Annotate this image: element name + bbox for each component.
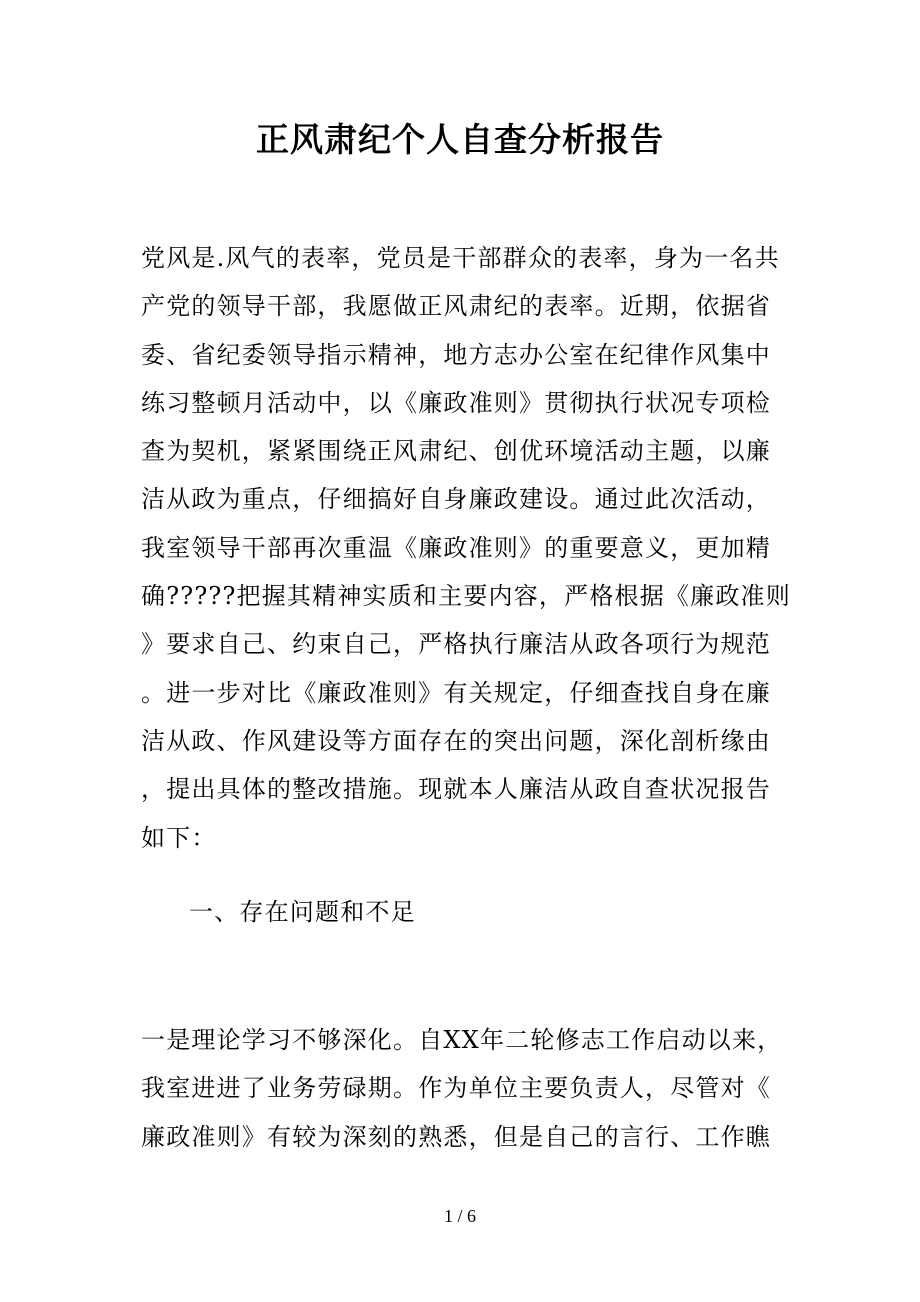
- paragraph-line: 。进一步对比《廉政准则》有关规定，仔细查找自身在廉: [141, 678, 771, 707]
- paragraph-line: 确?????把握其精神实质和主要内容，严格根据《廉政准则: [141, 582, 791, 611]
- paragraph-line: 廉政准则》有较为深刻的熟悉，但是自己的言行、工作瞧: [141, 1122, 771, 1151]
- paragraph-line: 洁从政、作风建设等方面存在的突出问题，深化剖析缘由: [141, 726, 771, 755]
- paragraph-line: 查为契机，紧紧围绕正风肃纪、创优环境活动主题，以廉: [141, 437, 771, 466]
- section-heading: 一、存在问题和不足: [189, 898, 416, 926]
- page-number: 1 / 6: [443, 1206, 476, 1226]
- paragraph-line: 我室进进了业务劳碌期。作为单位主要负责人，尽管对《: [141, 1074, 771, 1103]
- document-title: 正风肃纪个人自查分析报告: [256, 120, 664, 159]
- paragraph-line: 》要求自己、约束自己，严格执行廉洁从政各项行为规范: [141, 630, 771, 659]
- paragraph-line: 如下：: [141, 823, 217, 852]
- paragraph-line: ，提出具体的整改措施。现就本人廉洁从政自查状况报告: [141, 775, 771, 804]
- paragraph-line: 产党的领导干部，我愿做正风肃纪的表率。近期，依据省: [141, 292, 771, 321]
- paragraph-line: 练习整顿月活动中，以《廉政准则》贯彻执行状况专项检: [141, 388, 771, 417]
- paragraph-line: 我室领导干部再次重温《廉政准则》的重要意义，更加精: [141, 533, 771, 562]
- paragraph-line: 党风是.风气的表率，党员是干部群众的表率，身为一名共: [141, 244, 780, 272]
- paragraph-line: 一是理论学习不够深化。自XX年二轮修志工作启动以来，: [141, 1026, 783, 1054]
- paragraph-line: 洁从政为重点，仔细搞好自身廉政建设。通过此次活动，: [141, 485, 771, 514]
- paragraph-intro: [141, 234, 791, 862]
- paragraph-problem-1: [141, 1016, 781, 1161]
- paragraph-line: 委、省纪委领导指示精神，地方志办公室在纪律作风集中: [141, 340, 771, 369]
